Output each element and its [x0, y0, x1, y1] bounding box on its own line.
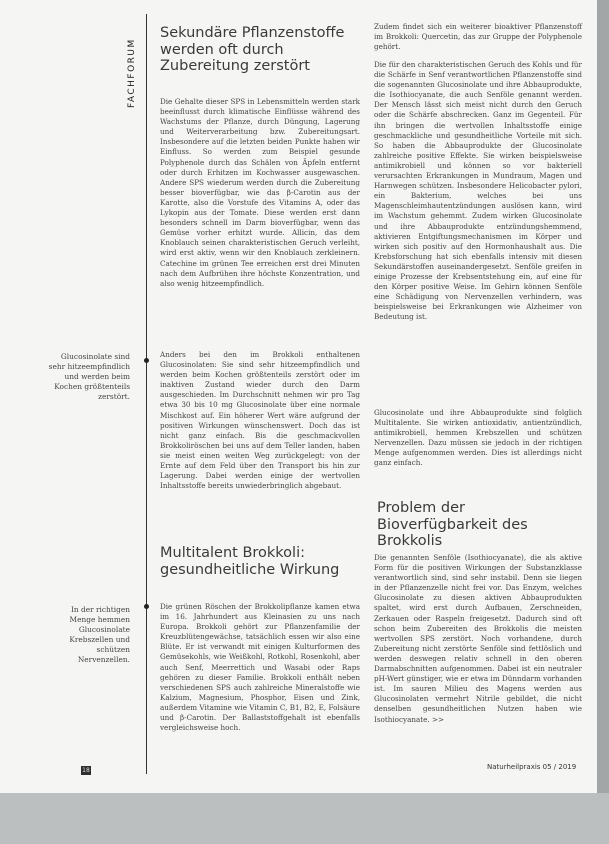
paragraph-6: Glucosinolate und ihre Abbauprodukte sind folglich Multitalente. Sie wirken antioxidativ, antientzündlich, antimikrobiell, hemmen Krebszellen und schützen Nervenzellen. Dazu müssen sie jedoch in der richtigen Menge aufgenommen werden. Dies ist allerdings nicht ganz einfach.	[374, 408, 582, 468]
bioverfuegbarkeit-heading: Problem der Bioverfügbarkeit des Brokkolis	[377, 500, 528, 550]
paragraph-1: Die Gehalte dieser SPS in Lebensmitteln werden stark beeinflusst durch klimatische Einflüsse während des Wachstums der Pflanze, durch Düngung, Lagerung und Weiterverarbeitung bzw. Zubereitungsart. Insbesondere auf die letzten beiden Punkte haben wir Einfluss. So werden zum Beispiel gesunde Polyphenole durch das Schälen von Äpfeln entfernt oder durch Erhitzen im Kochwasser ausgewaschen. Andere SPS wiederum werden durch die Zubereitung besser bioverfügbar, wie das β-Carotin aus der Karotte, also die Vorstufe des Vitamins A, oder das Lykopin aus der Tomate. Diese werden erst dann besonders schnell im Darm bioverfügbar, wenn das Gemüse vorher erhitzt wurde. Allicin, das dem Knoblauch seinen charakteristischen Geruch verleiht, wird erst aktiv, wenn wir den Knoblauch zerkleinern. Catechine im grünen Tee erreichen erst drei Minuten nach dem Aufbrühen ihre höchste Konzentration, und also wenig hitzeempfindlich.	[160, 97, 360, 288]
page-shadow	[597, 0, 609, 793]
side-note-2: In der richtigen Menge hemmen Glucosinolate Krebszellen und schützen Nervenzellen.	[69, 605, 130, 664]
column-rule	[146, 14, 147, 774]
scan-background	[0, 793, 609, 844]
paragraph-5: Die für den charakteristischen Geruch des Kohls und für die Schärfe in Senf verantwortlichen Pflanzenstoffe sind die sogenannten Glucosinolate und ihre Abbauprodukte, die Isothiocyanate, die auch Senföle genannt werden. Der Mensch lässt sich meist nicht durch den Geruch oder die Schärfe abschrecken. Ganz im Gegenteil. Für ihn bringen die wertvollen Inhaltsstoffe einige geschmackliche und gesundheitliche Vorteile mit sich. So haben die Abbauprodukte der Glucosinolate zahlreiche positive Effekte. Sie wirken beispielsweise antimikrobiell und können so vor bakteriell verursachten Erkrankungen in Mundraum, Magen und Harnwegen schützen. Insbesondere Helicobacter pylori, ein Bakterium, welches bei uns Magenschleimhautentzündungen auslösen kann, wird im Wachstum gehemmt. Zudem wirken Glucosinolate und ihre Abbauprodukte entzündungshemmend, aktivieren Entgiftungsmechanismen im Körper und wirken sich positiv auf den Hormonhaushalt aus. Die Krebsforschung hat sich ebenfalls intensiv mit diesen Sekundärstoffen auseinandergesetzt. Senföle greifen in einige Prozesse der Krebsentstehung ein, auf eine für den Körper positive Weise. Im Gehirn können Senföle eine Schädigung von Nervenzellen verhindern, was beispielsweise bei Erkrankungen wie Alzheimer von Bedeutung ist.	[374, 60, 582, 322]
bullet-marker-1	[144, 358, 149, 363]
side-note-1: Glucosinolate sind sehr hitzeempfindlich und werden beim Kochen größtenteils zerstört.	[48, 352, 130, 401]
paragraph-2: Anders bei den im Brokkoli enthaltenen Glucosinolaten: Sie sind sehr hitzeempfindlich und werden beim Kochen größtenteils zerstört oder im inaktiven Zustand wieder durch den Darm ausgeschieden. Im Durchschnitt nehmen wir pro Tag etwa 30 bis 10 mg Glucosinolate über eine normale Mischkost auf. Ein höherer Wert wäre aufgrund der positiven Wirkungen wünschenswert. Doch das ist nicht ganz einfach. Bis die geschmackvollen Brokkoliröschen bei uns auf dem Teller landen, haben sie meist einen weiten Weg zurückgelegt: von der Ernte auf dem Feld über den Transport bis hin zur Lagerung. Dabei werden einige der wertvollen Inhaltsstoffe bereits unwiederbringlich abgebaut.	[160, 350, 360, 491]
multitalent-heading: Multitalent Brokkoli: gesundheitliche Wirkung	[160, 545, 340, 578]
paragraph-3: Die grünen Röschen der Brokkolipflanze kamen etwa im 16. Jahrhundert aus Kleinasien zu uns nach Europa. Brokkoli gehört zur Pflanzenfamilie der Kreuzblütengewächse, tatsächlich essen wir also eine Blüte. Er ist verwandt mit einigen Kulturformen des Gemüsekohls, wie Weißkohl, Rotkohl, Rosenkohl, aber auch Senf, Meerrettich und Wasabi oder Raps gehören zu dieser Familie. Brokkoli enthält neben verschiedenen SPS auch zahlreiche Mineralstoffe wie Kalzium, Magnesium, Phosphor, Eisen und Zink, außerdem Vitamine wie Vitamin C, B1, B2, E, Folsäure und β-Carotin. Der Ballaststoffgehalt ist ebenfalls vergleichsweise hoch.	[160, 602, 360, 733]
main-heading: Sekundäre Pflanzenstoffe werden oft durch Zubereitung zerstört	[160, 25, 345, 75]
page-number: 18	[82, 767, 90, 774]
paragraph-4: Zudem findet sich ein weiterer bioaktiver Pflanzenstoff im Brokkoli: Quercetin, das zur Gruppe der Polyphenole gehört.	[374, 22, 582, 52]
paragraph-7: Die genannten Senföle (Isothiocyanate), die als aktive Form für die positiven Wirkungen der Substanzklasse verantwortlich sind, sind sehr instabil. Denn sie liegen in der Pflanzenzelle nicht frei vor. Das Enzym, welches Glucosinolate zu diesen aktiven Abbauprodukten spaltet, wird erst durch Aufbauen, Zerschneiden, Zerkauen oder Raspeln freigesetzt. Dadurch sind oft schon beim Zubereiten des Brokkolis die meisten wertvollen SPS zerstört. Noch vorhandene, durch Zubereitung nicht zerstörte Senföle sind fettlöslich und werden deswegen relativ schnell in den oberen Darmabschnitten aufgenommen. Dabei ist ein neutraler pH-Wert günstiger, wie er etwa im Dünndarm vorhanden ist. Im sauren Milieu des Magens werden aus Glucosinolaten vermehrt Nitrile gebildet, die nicht denselben gesundheitlichen Nutzen haben wie Isothiocyanate. >>	[374, 553, 582, 724]
page-footer: Naturheilpraxis 05 / 2019	[487, 763, 577, 771]
bullet-marker-2	[144, 604, 149, 609]
section-label: FACHFORUM	[127, 38, 137, 108]
